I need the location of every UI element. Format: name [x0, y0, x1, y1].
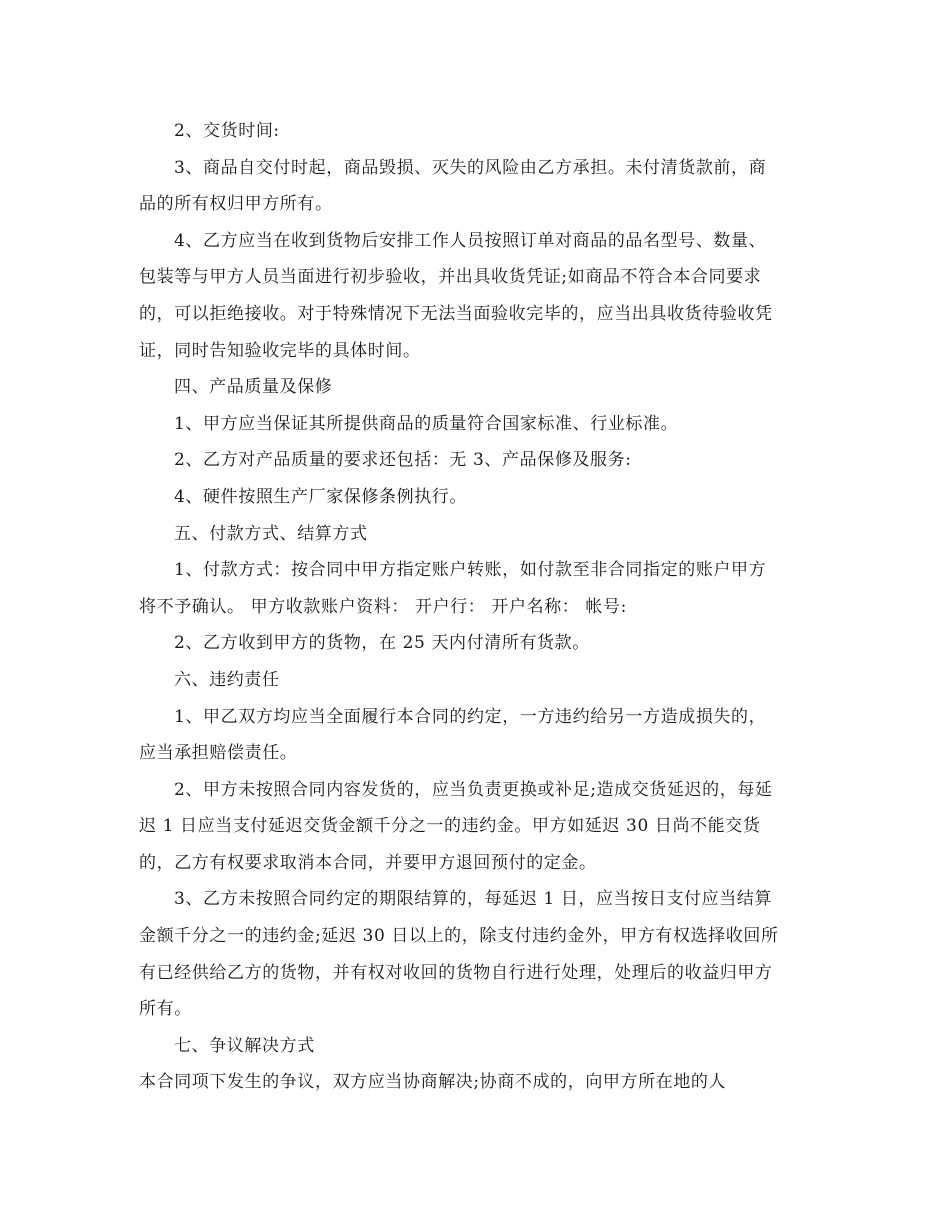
text-line: 将不予确认。 甲方收款账户资料： 开户行： 开户名称： 帐号:: [139, 596, 627, 617]
text-line: 4、硬件按照生产厂家保修条例执行。: [174, 486, 468, 507]
paragraph-quality-standard: [139, 406, 819, 443]
text-line: 证，同时告知验收完毕的具体时间。: [139, 340, 421, 361]
text-line: 2、乙方收到甲方的货物，在 25 天内付清所有货款。: [174, 633, 590, 654]
text-line: 有已经供给乙方的货物，并有权对收回的货物自行进行处理，处理后的收益归甲方: [139, 962, 773, 983]
section-heading-liability: [139, 662, 819, 699]
text-line: 2、甲方未按照合同内容发货的，应当负责更换或补足;造成交货延迟的，每延: [174, 779, 773, 800]
paragraph-liability-party-b: [139, 881, 819, 1027]
paragraph-liability-party-a: [139, 772, 819, 882]
section-heading-payment: [139, 516, 819, 553]
text-line: 金额千分之一的违约金;延迟 30 日以上的，除支付违约金外，甲方有权选择收回所: [139, 926, 779, 947]
document-body: [139, 113, 819, 1101]
text-line: 六、违约责任: [174, 669, 280, 690]
paragraph-inspection: [139, 223, 819, 369]
text-line: 2、乙方对产品质量的要求还包括：无 3、产品保修及服务:: [174, 450, 632, 471]
text-line: 五、付款方式、结算方式: [174, 523, 368, 544]
section-heading-quality: [139, 369, 819, 406]
paragraph-delivery-time: [139, 113, 819, 150]
text-line: 1、付款方式：按合同中甲方指定账户转账，如付款至非合同指定的账户甲方: [174, 560, 767, 581]
text-line: 3、商品自交付时起，商品毁损、灭失的风险由乙方承担。未付清货款前，商: [174, 157, 767, 178]
text-line: 4、乙方应当在收到货物后安排工作人员按照订单对商品的品名型号、数量、: [174, 230, 767, 251]
paragraph-payment-deadline: [139, 625, 819, 662]
paragraph-dispute-resolution: [139, 1064, 819, 1101]
text-line: 四、产品质量及保修: [174, 377, 333, 398]
text-line: 3、乙方未按照合同约定的期限结算的，每延迟 1 日，应当按日支付应当结算: [174, 889, 773, 910]
paragraph-payment-method: [139, 552, 819, 625]
text-line: 迟 1 日应当支付延迟交货金额千分之一的违约金。甲方如延迟 30 日尚不能交货: [139, 816, 761, 837]
text-line: 七、争议解决方式: [174, 1035, 315, 1056]
text-line: 所有。: [139, 999, 192, 1020]
text-line: 应当承担赔偿责任。: [139, 743, 298, 764]
text-line: 的，可以拒绝接收。对于特殊情况下无法当面验收完毕的，应当出具收货待验收凭: [139, 303, 773, 324]
text-line: 包装等与甲方人员当面进行初步验收，并出具收货凭证;如商品不符合本合同要求: [139, 267, 762, 288]
text-line: 1、甲方应当保证其所提供商品的质量符合国家标准、行业标准。: [174, 413, 679, 434]
paragraph-hardware-warranty: [139, 479, 819, 516]
text-line: 的，乙方有权要求取消本合同，并要甲方退回预付的定金。: [139, 852, 597, 873]
text-line: 本合同项下发生的争议，双方应当协商解决;协商不成的，向甲方所在地的人: [139, 1072, 727, 1093]
paragraph-liability-general: [139, 699, 819, 772]
text-line: 2、交货时间:: [174, 121, 280, 141]
paragraph-quality-requirements: [139, 442, 819, 479]
text-line: 1、甲乙双方均应当全面履行本合同的约定，一方违约给另一方造成损失的，: [174, 706, 767, 727]
paragraph-risk-transfer: [139, 150, 819, 223]
text-line: 品的所有权归甲方所有。: [139, 194, 333, 215]
section-heading-dispute: [139, 1028, 819, 1065]
